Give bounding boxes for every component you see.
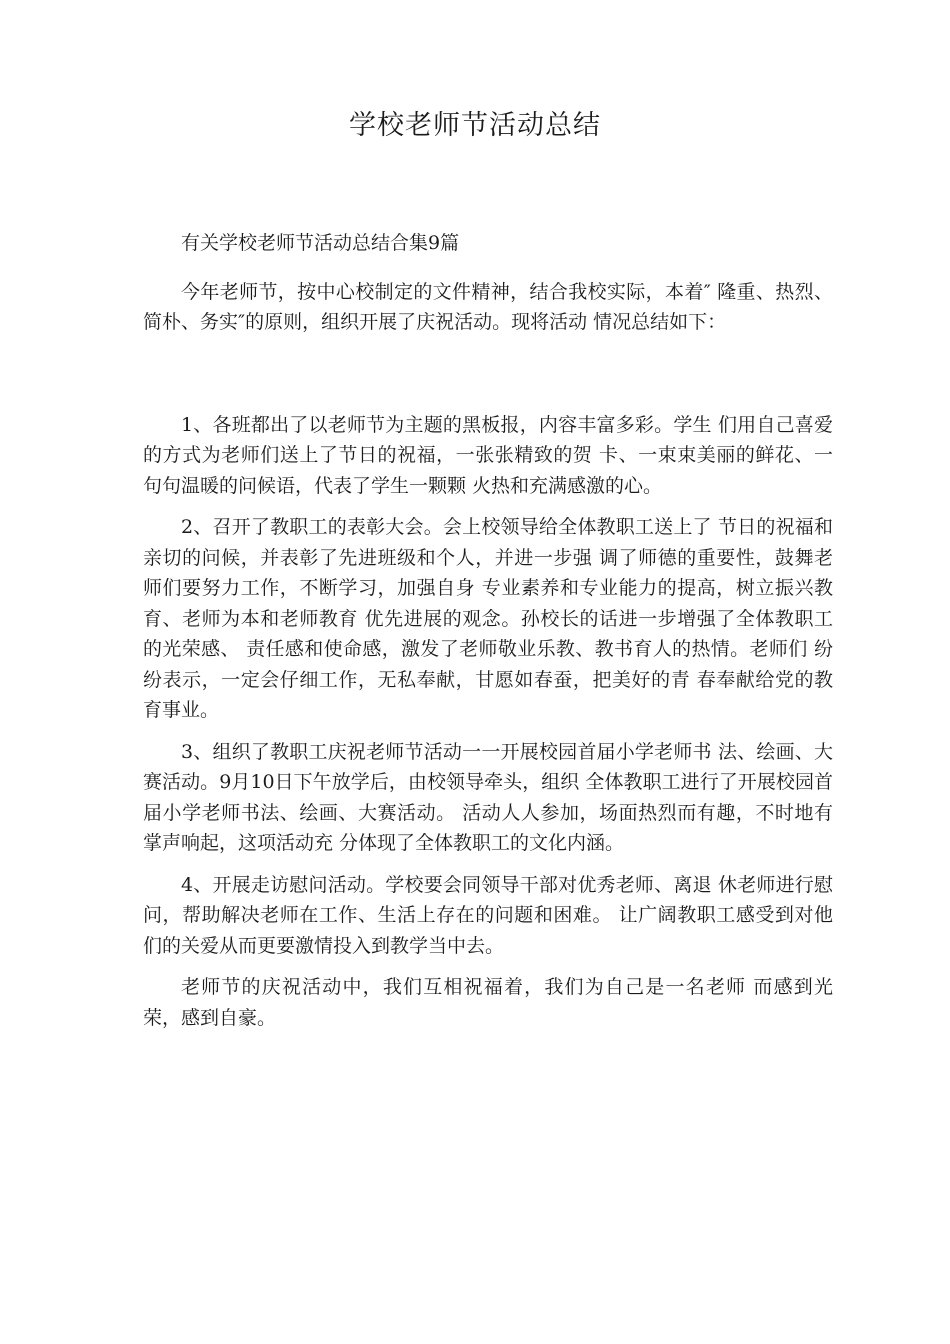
paragraph-item-3: 3、组织了教职工庆祝老师节活动一一开展校园首届小学老师书 法、绘画、大赛活动。9月10日下午放学后，由校领导牵头，组织 全体教职工进行了开展校园首届小学老师书法、绘画、大赛活动。 活动人人参加，场面热烈而有趣，不时地有掌声响起，这项活动充 分体现了全体教职工的文化内涵。 [143, 740, 833, 854]
document-body [143, 228, 833, 1044]
intro-paragraph: 今年老师节，按中心校制定的文件精神，结合我校实际，本着″ 隆重、热烈、简朴、务实″的原则，组织开展了庆祝活动。现将活动 情况总结如下： [143, 280, 833, 333]
document-subtitle: 有关学校老师节活动总结合集9篇 [181, 232, 460, 254]
paragraph-item-1: 1、各班都出了以老师节为主题的黑板报，内容丰富多彩。学生 们用自己喜爱的方式为老师们送上了节日的祝福，一张张精致的贺 卡、一束束美丽的鲜花、一句句温暖的问候语，代表了学生一颗颗 火热和充满感激的心。 [143, 413, 833, 497]
paragraph-item-4: 4、开展走访慰问活动。学校要会同领导干部对优秀老师、离退 休老师进行慰问，帮助解决老师在工作、生活上存在的问题和困难。 让广阔教职工感受到对他们的关爱从而更要激情投入到教学当中去。 [143, 873, 833, 957]
paragraph-item-2: 2、召开了教职工的表彰大会。会上校领导给全体教职工送上了 节日的祝福和亲切的问候，并表彰了先进班级和个人，并进一步强 调了师德的重要性，鼓舞老师们要努力工作，不断学习，加强自身 专业素养和专业能力的提高，树立振兴教育、老师为本和老师教育 优先进展的观念。孙校长的话进一步增强了全体教职工的光荣感、 责任感和使命感，激发了老师敬业乐教、教书育人的热情。老师们 纷纷表示，一定会仔细工作，无私奉献，甘愿如春蚕，把美好的青 春奉献给党的教育事业。 [143, 516, 833, 721]
document-title: 学校老师节活动总结 [349, 110, 601, 141]
closing-paragraph: 老师节的庆祝活动中，我们互相祝福着，我们为自己是一名老师 而感到光荣，感到自豪。 [143, 976, 833, 1029]
